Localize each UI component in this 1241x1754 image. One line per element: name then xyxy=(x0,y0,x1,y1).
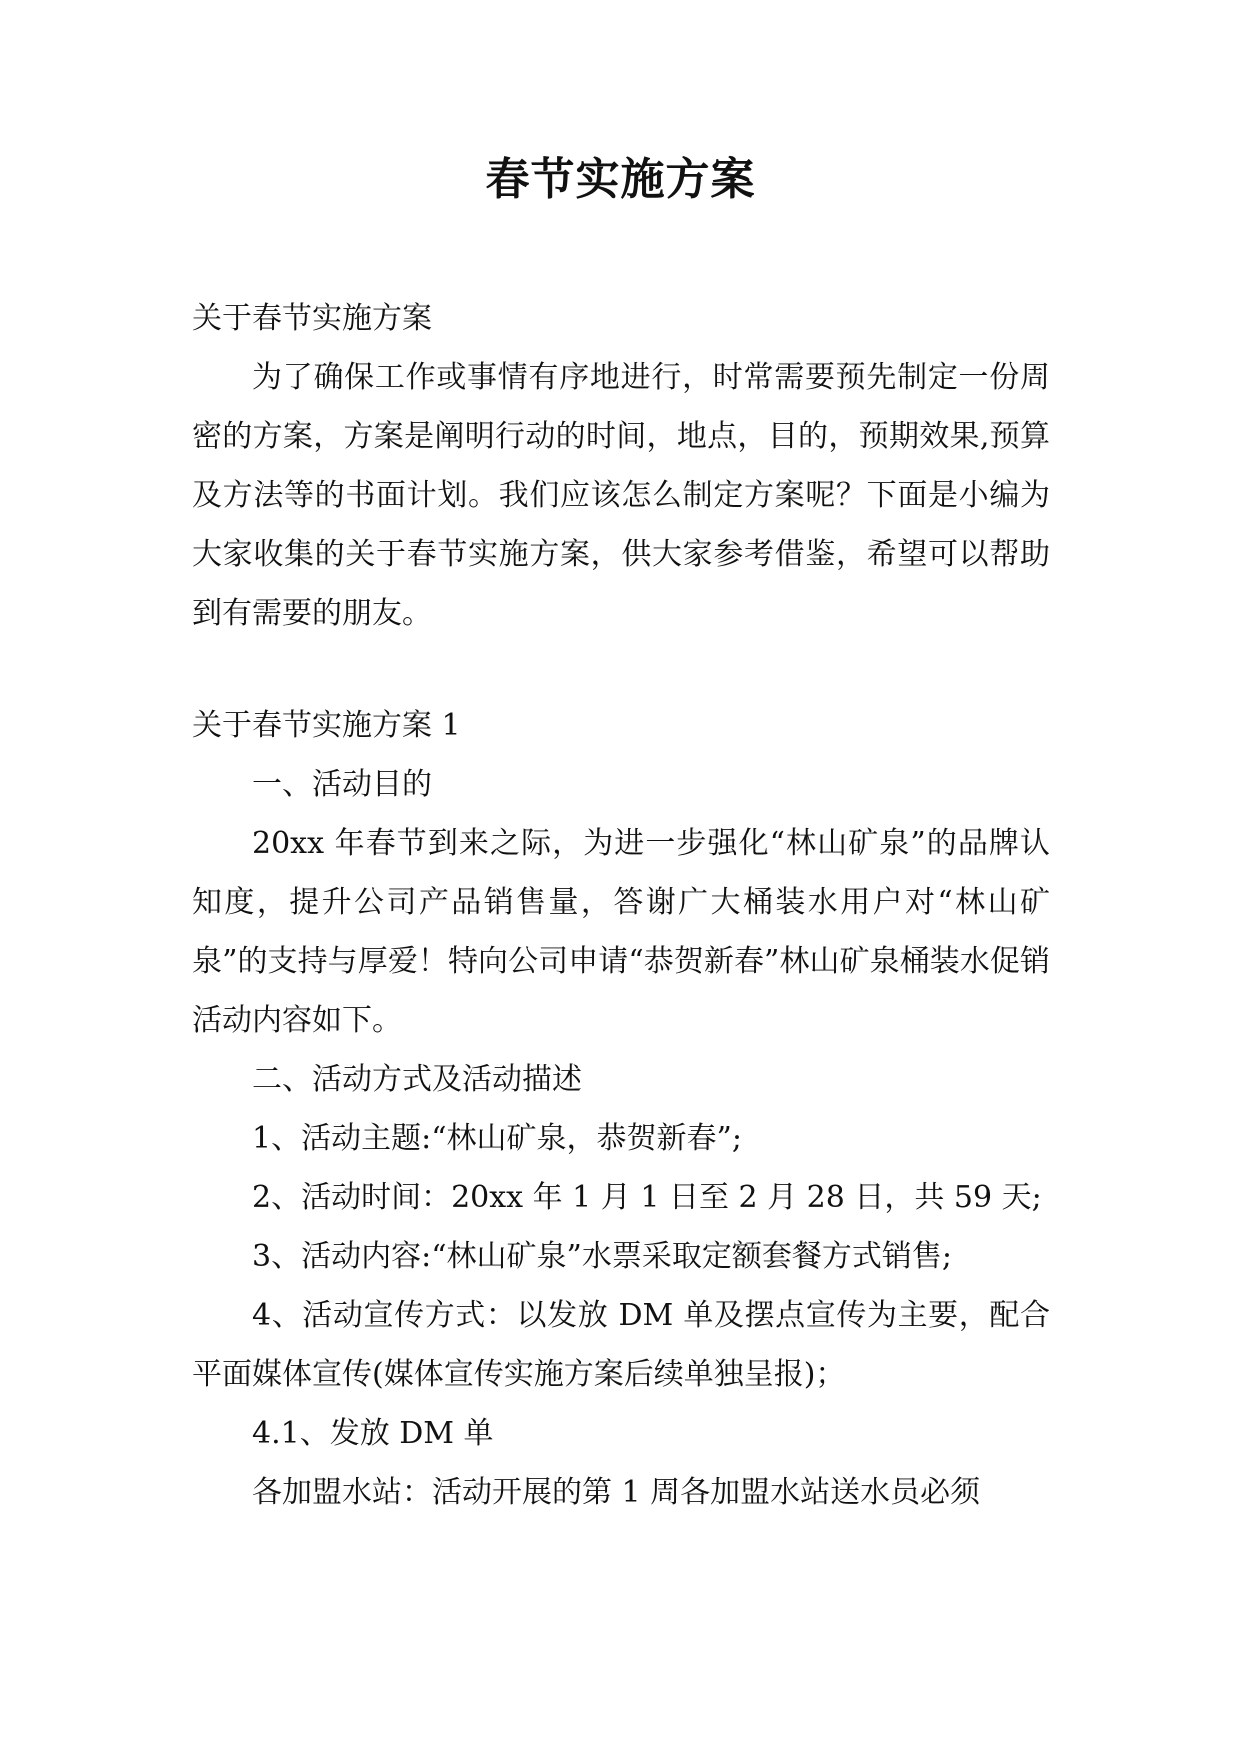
subitem-dm-flyers-text: 各加盟水站：活动开展的第 1 周各加盟水站送水员必须 xyxy=(252,1475,981,1510)
list-item-publicity: 4、活动宣传方式：以发放 DM 单及摆点宣传为主要，配合平面媒体宣传(媒体宣传实施方案后续单独呈报)； xyxy=(192,1298,1050,1392)
document-title: 春节实施方案 xyxy=(485,154,756,205)
subitem-dm-flyers: 4.1、发放 DM 单 xyxy=(252,1416,494,1451)
intro-heading: 关于春节实施方案 xyxy=(192,301,432,336)
list-item-time: 2、活动时间：20xx 年 1 月 1 日至 2 月 28 日，共 59 天; xyxy=(252,1180,1042,1215)
list-item-theme: 1、活动主题:“林山矿泉，恭贺新春”; xyxy=(252,1121,742,1156)
section-heading: 关于春节实施方案 1 xyxy=(192,708,461,743)
list-item-content: 3、活动内容:“林山矿泉”水票采取定额套餐方式销售; xyxy=(252,1239,952,1274)
part1-paragraph: 20xx 年春节到来之际，为进一步强化“林山矿泉”的品牌认知度，提升公司产品销售量，答谢广大桶装水用户对“林山矿泉”的支持与厚爱！特向公司申请“恭贺新春”林山矿泉桶装水促销活动内容如下。 xyxy=(192,826,1050,1038)
part1-heading: 一、活动目的 xyxy=(252,767,432,802)
part2-heading: 二、活动方式及活动描述 xyxy=(252,1062,582,1097)
intro-paragraph: 为了确保工作或事情有序地进行，时常需要预先制定一份周密的方案，方案是阐明行动的时间，地点，目的，预期效果,预算及方法等的书面计划。我们应该怎么制定方案呢？下面是小编为大家收集的关于春节实施方案，供大家参考借鉴，希望可以帮助到有需要的朋友。 xyxy=(192,360,1050,631)
document-body xyxy=(192,289,1050,1522)
